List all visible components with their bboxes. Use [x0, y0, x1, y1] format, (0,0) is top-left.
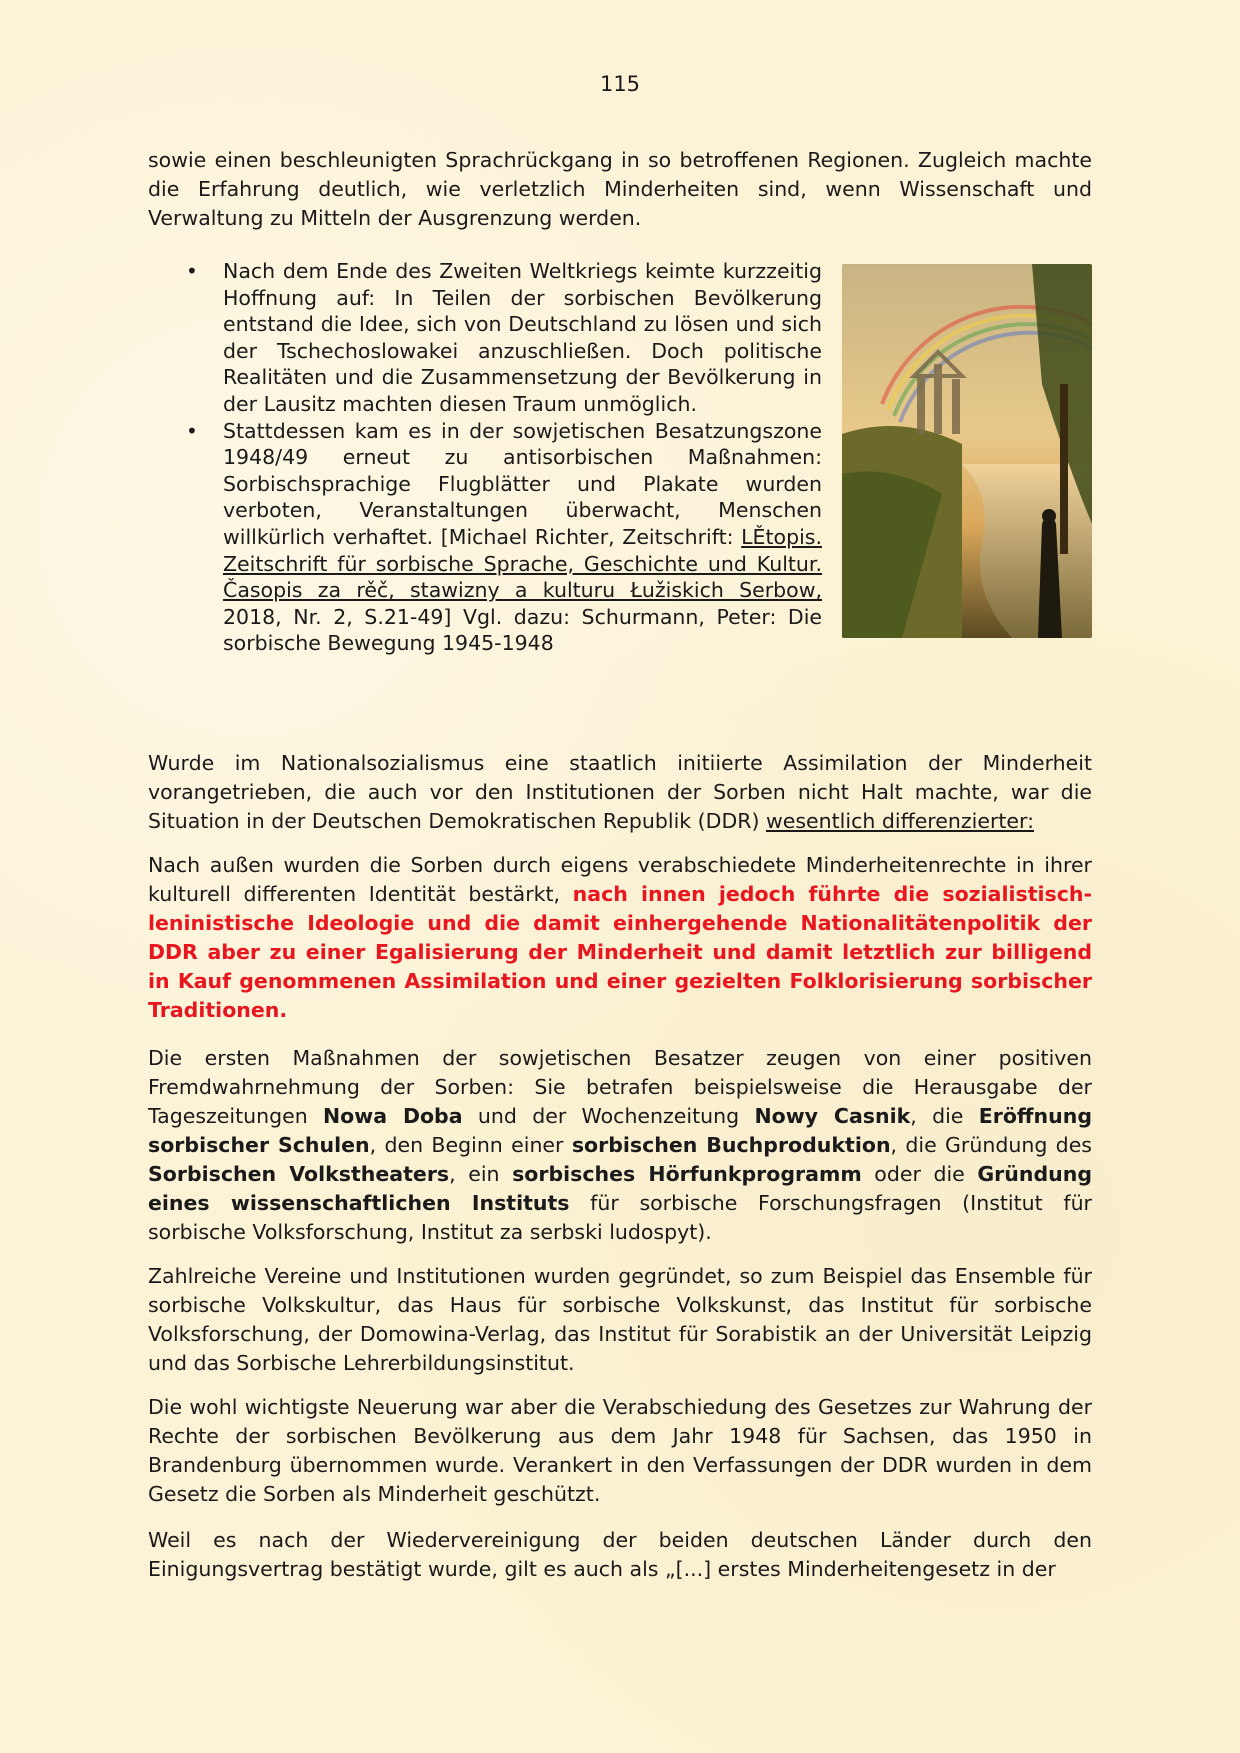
paragraph-minority-rights: [148, 851, 1092, 1025]
text-run: Die ersten Maßnahmen der sowjetischen Besatzer zeugen von einer positiven Fremdwahrnehmung der Sorben: Sie betrafen beispielsweise die Herausgabe der Tageszeitungen: [148, 1046, 1092, 1128]
bullet-item-1: [148, 258, 1092, 418]
paragraph-soviet-measures: [148, 1044, 1092, 1247]
bullet-list: [148, 258, 1092, 657]
text-run: für sorbische Forschungsfragen (Institut für sorbische Volksforschung, Institut za serbski ludospyt).: [148, 1191, 1092, 1244]
paragraph-reunification: Weil es nach der Wiedervereinigung der beiden deutschen Länder durch den Einigungsvertrag bestätigt wurde, gilt es auch als „[...] erstes Minderheitengesetz in der: [148, 1528, 1092, 1581]
text-run: , den Beginn einer: [369, 1133, 572, 1157]
text-run: und der Wochenzeitung: [462, 1104, 755, 1128]
bold-radio: sorbisches Hörfunkprogramm: [512, 1162, 862, 1186]
paragraph-ddr: [148, 749, 1092, 836]
text-run: , ein: [449, 1162, 513, 1186]
intro-paragraph: sowie einen beschleunigten Sprachrückgang in so betroffenen Regionen. Zugleich machte die Erfahrung deutlich, wie verletzlich Minderheiten sind, wenn Wissenschaft und Verwaltung zu Mitteln der Ausgrenzung werden.: [148, 148, 1092, 230]
bold-nowa-doba: Nowa Doba: [323, 1104, 463, 1128]
page-number: 115: [599, 72, 641, 96]
bullet-text-1: Nach dem Ende des Zweiten Weltkriegs keimte kurzzeitig Hoffnung auf: In Teilen der sorbischen Bevölkerung entstand die Idee, sich von Deutschland zu lösen und sich der Tschechoslowakei anzuschließen. Doch politische Realitäten und die Zusammensetzung der Bevölkerung in der Lausitz machten diesen Traum unmöglich.: [223, 259, 822, 416]
paragraph-ddr-underlined: wesentlich differenzierter:: [765, 809, 1035, 833]
text-run: , die Gründung des: [890, 1133, 1092, 1157]
citation-link[interactable]: LĚtopis. Zeitschrift für sorbische Sprache, Geschichte und Kultur. Časopis za rěč, stawizny a kulturu Łužiskich Serbow,: [223, 524, 822, 603]
bold-institute: Gründung eines wissenschaftlichen Instituts: [148, 1162, 1092, 1215]
paragraph-minority-text: Nach außen wurden die Sorben durch eigens verabschiedete Minderheitenrechte in ihrer kulturell differenten Identität bestärkt,: [148, 853, 1092, 906]
bold-theater: Sorbischen Volkstheaters: [148, 1162, 450, 1186]
bold-schools: Eröffnung sorbischer Schulen: [148, 1104, 1092, 1157]
bullet-item-2: [148, 418, 1092, 657]
text-run: , die: [910, 1104, 979, 1128]
paragraph-law: Die wohl wichtigste Neuerung war aber die Verabschiedung des Gesetzes zur Wahrung der Rechte der sorbischen Bevölkerung aus dem Jahr 1948 für Sachsen, das 1950 in Brandenburg übernommen wurde. Verankert in den Verfassungen der DDR wurden in dem Gesetz die Sorben als Minderheit geschützt.: [148, 1395, 1092, 1506]
paragraph-ddr-text: Wurde im Nationalsozialismus eine staatlich initiierte Assimilation der Minderheit vorangetrieben, die auch vor den Institutionen der Sorben nicht Halt machte, war die Situation in der Deutschen Demokratischen Republik (DDR): [148, 751, 1092, 833]
paragraph-minority-highlight: nach innen jedoch führte die sozialistisch-leninistische Ideologie und die damit einhergehende Nationalitätenpolitik der DDR aber zu einer Egalisierung der Minderheit und damit letztlich zur billigend in Kauf genommenen Assimilation und einer gezielten Folklorisierung sorbischer Traditionen.: [148, 882, 1092, 1022]
bullet-text-2a: Stattdessen kam es in der sowjetischen Besatzungszone 1948/49 erneut zu antisorbischen Maßnahmen: Sorbischsprachige Flugblätter und Plakate wurden verboten, Veranstaltungen überwacht, Menschen willkürlich verhaftet. [Michael Richter, Zeitschrift:: [223, 418, 822, 549]
bullet-text-2b: 2018, Nr. 2, S.21-49] Vgl. dazu: Schurmann, Peter: Die sorbische Bewegung 1945-1948: [223, 604, 822, 656]
bold-book-production: sorbischen Buchproduktion: [571, 1133, 891, 1157]
paragraph-institutions: Zahlreiche Vereine und Institutionen wurden gegründet, so zum Beispiel das Ensemble für sorbische Volkskultur, das Haus für sorbische Volkskunst, das Institut für sorbische Volksforschung, der Domowina-Verlag, das Institut für Sorabistik an der Universität Leipzig und das Sorbische Lehrerbildungsinstitut.: [148, 1264, 1092, 1375]
bullet-dot: •: [186, 259, 198, 283]
bullet-dot: •: [186, 418, 198, 443]
bold-nowy-casnik: Nowy Casnik: [754, 1104, 911, 1128]
text-run: oder die: [861, 1162, 978, 1186]
